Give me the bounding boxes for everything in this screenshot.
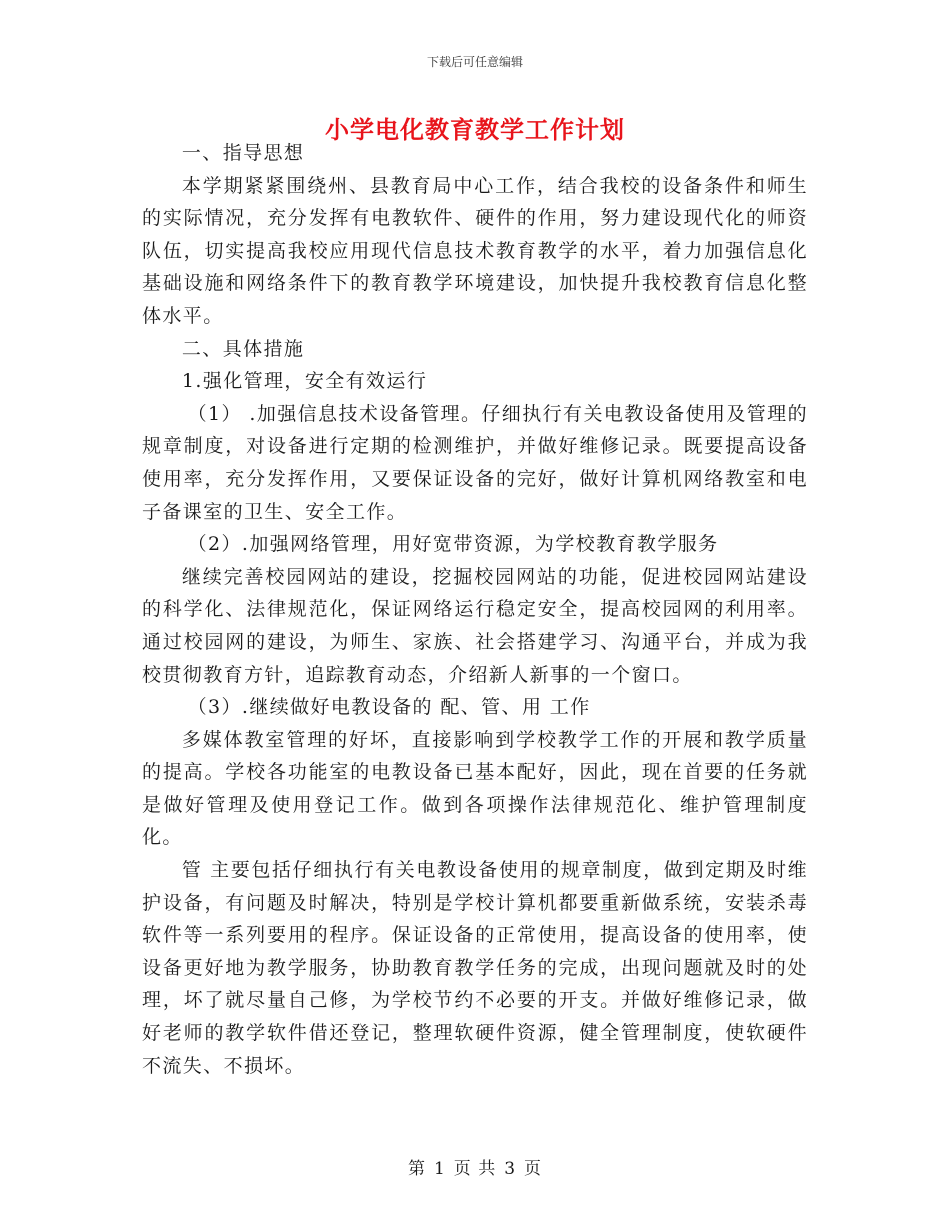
footer-mid: 页 共: [453, 1159, 497, 1179]
header-note: 下载后可任意编辑: [426, 55, 523, 69]
section-heading-guiding-ideology: 一、指导思想: [181, 142, 305, 164]
subheading-management: 1.强化管理，安全有效运行: [181, 370, 428, 393]
footer-page-number: 1: [433, 1159, 446, 1179]
paragraph-multimedia-classroom: 多媒体教室管理的好坏，直接影响到学校教学工作的开展和教学质量的提高。学校各功能室的电教设备已基本配好，因此，现在首要的任务就是做好管理及使用登记工作。做到各项操作法律规范化、维护管理制度化。: [142, 728, 808, 849]
paragraph-campus-website: 继续完善校园网站的建设，挖掘校园网站的功能，促进校园网站建设的科学化、法律规范化，保证网络运行稳定安全，提高校园网的利用率。通过校园网的建设，为师生、家族、社会搭建学习、沟通平台，并成为我校贯彻教育方针，追踪教育动态，介绍新人新事的一个窗口。: [142, 565, 808, 686]
footer-suffix: 页: [524, 1159, 543, 1179]
subheading-equipment-use: （3）.继续做好电教设备的 配、管、用 工作: [187, 696, 591, 719]
paragraph-management-details: 管 主要包括仔细执行有关电教设备使用的规章制度，做到定期及时维护设备，有问题及时解决，特别是学校计算机都要重新做系统，安装杀毒软件等一系列要用的程序。保证设备的正常使用，提高设备的使用率，使设备更好地为教学服务，协助教育教学任务的完成，出现问题就及时的处理，坏了就尽量自己修，为学校节约不必要的开支。并做好维修记录，做好老师的教学软件借还登记，整理软硬件资源，健全管理制度，使软硬件不流失、不损坏。: [142, 859, 808, 1077]
page-footer: [0, 1154, 950, 1179]
footer-page-total: 3: [504, 1159, 517, 1179]
footer-prefix: 第: [407, 1159, 426, 1179]
paragraph-equipment-management: （1） .加强信息技术设备管理。仔细执行有关电教设备使用及管理的规章制度，对设备进行定期的检测维护，并做好维修记录。既要提高设备使用率，充分发挥作用，又要保证设备的完好，做好计算机网络教室和电子备课室的卫生、安全工作。: [142, 402, 808, 523]
paragraph-guiding-ideology: 本学期紧紧围绕州、县教育局中心工作，结合我校的设备条件和师生的实际情况，充分发挥有电教软件、硬件的作用，努力建设现代化的师资队伍，切实提高我校应用现代信息技术教育教学的水平，着力加强信息化基础设施和网络条件下的教育教学环境建设，加快提升我校教育信息化整体水平。: [142, 174, 808, 327]
document-body: [142, 137, 808, 1082]
section-heading-measures: 二、具体措施: [181, 337, 305, 360]
document-title: 小学电化教育教学工作计划: [325, 115, 625, 144]
subheading-network-management: （2）.加强网络管理，用好宽带资源，为学校教育教学服务: [187, 533, 719, 556]
